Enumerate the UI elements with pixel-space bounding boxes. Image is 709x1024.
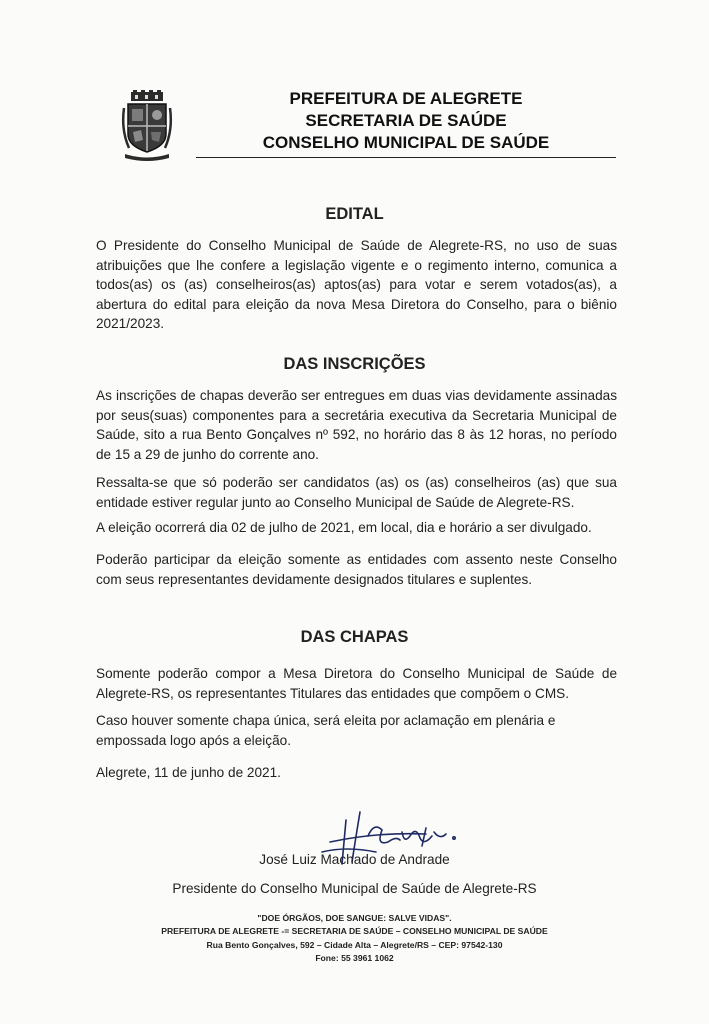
footer-slogan: "DOE ÓRGÃOS, DOE SANGUE: SALVE VIDAS". xyxy=(257,913,452,923)
inscricoes-heading: DAS INSCRIÇÕES xyxy=(283,355,426,373)
letterhead-line-secretaria: SECRETARIA DE SAÚDE xyxy=(305,111,507,130)
chapas-paragraph-1: Somente poderão compor a Mesa Diretora do Conselho Municipal de Saúde de Alegrete-RS, os representantes Titulares das entidades que compõem o CMS. xyxy=(96,666,617,701)
letterhead-line-prefeitura: PREFEITURA DE ALEGRETE xyxy=(289,89,523,108)
footer-address: Rua Bento Gonçalves, 592 – Cidade Alta – Alegrete/RS – CEP: 97542-130 xyxy=(206,939,503,950)
inscricoes-paragraph-3: A eleição ocorrerá dia 02 de julho de 2021, em local, dia e horário a ser divulgado. xyxy=(96,520,592,535)
edital-heading: EDITAL xyxy=(325,205,384,223)
signer-role: Presidente do Conselho Municipal de Saúde de Alegrete-RS xyxy=(172,881,537,896)
chapas-heading: DAS CHAPAS xyxy=(300,628,409,646)
letterhead xyxy=(196,88,616,154)
date-line: Alegrete, 11 de junho de 2021. xyxy=(96,765,281,780)
page-footer xyxy=(0,912,709,966)
edital-paragraph: O Presidente do Conselho Municipal de Saúde de Alegrete-RS, no uso de suas atribuições que lhe confere a legislação vigente e o regimento interno, comunica a todos(as) os (as) conselheiros(as) aptos(as) para votar e serem votados(as), a abertura do edital para eleição da nova Mesa Diretora do Conselho, para o biênio 2021/2023. xyxy=(96,238,617,331)
signer-name: José Luiz Machado de Andrade xyxy=(259,852,450,867)
letterhead-line-conselho: CONSELHO MUNICIPAL DE SAÚDE xyxy=(262,133,550,152)
chapas-paragraph-2: Caso houver somente chapa única, será eleita por aclamação em plenária e empossada logo após a eleição. xyxy=(96,713,556,748)
inscricoes-paragraph-2: Ressalta-se que só poderão ser candidatos (as) os (as) conselheiros (as) que sua entidade estiver regular junto ao Conselho Municipal de Saúde de Alegrete-RS. xyxy=(96,475,617,510)
inscricoes-paragraph-1: As inscrições de chapas deverão ser entregues em duas vias devidamente assinadas por seus(suas) componentes para a secretária executiva da Secretaria Municipal de Saúde, sito a rua Bento Gonçalves nº 592, no horário das 8 às 12 horas, no período de 15 a 29 de junho do corrente ano. xyxy=(96,388,617,462)
municipal-coat-of-arms-icon xyxy=(121,90,173,162)
inscricoes-paragraph-4: Poderão participar da eleição somente as entidades com assento neste Conselho com seus representantes devidamente designados titulares e suplentes. xyxy=(96,552,617,587)
footer-organization: PREFEITURA DE ALEGRETE -= SECRETARIA DE SAÚDE – CONSELHO MUNICIPAL DE SAÚDE xyxy=(161,926,548,937)
footer-phone: Fone: 55 3961 1062 xyxy=(315,953,394,964)
header-divider xyxy=(196,157,616,158)
